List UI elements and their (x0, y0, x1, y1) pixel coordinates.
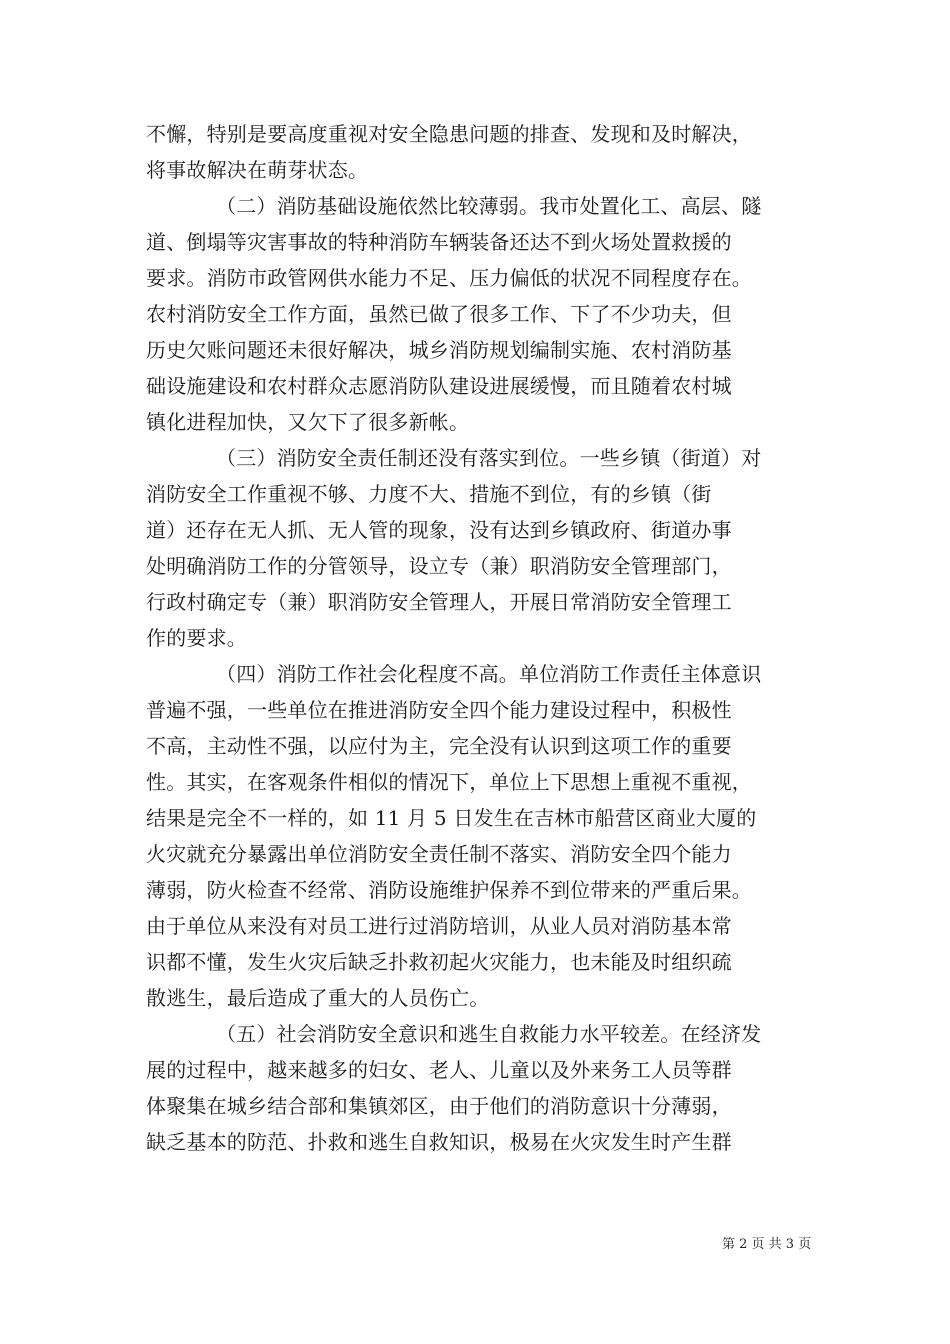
text-line: 镇化进程加快，又欠下了很多新帐。 (146, 410, 470, 434)
text-line: 道、倒塌等灾害事故的特种消防车辆装备还达不到火场处置救援的 (146, 230, 732, 254)
text-line: 散逃生，最后造成了重大的人员伤亡。 (146, 986, 490, 1010)
text-line: 作的要求。 (146, 626, 247, 650)
text-line: 道）还存在无人抓、无人管的现象，没有达到乡镇政府、街道办事 (146, 518, 732, 542)
text-line: 不高，主动性不强，以应付为主，完全没有认识到这项工作的重要 (146, 734, 732, 758)
text-line: 消防安全工作重视不够、力度不大、措施不到位，有的乡镇（街 (146, 482, 712, 506)
text-line: 结果是完全不一样的，如 11 月 5 日发生在吉林市船营区商业大厦的 (146, 806, 757, 830)
text-line: 不懈，特别是要高度重视对安全隐患问题的排查、发现和及时解决， (146, 122, 752, 146)
text-line: 体聚集在城乡结合部和集镇郊区，由于他们的消防意识十分薄弱， (146, 1094, 732, 1118)
text-line: 普遍不强，一些单位在推进消防安全四个能力建设过程中，积极性 (146, 698, 732, 722)
text-line: 展的过程中，越来越多的妇女、老人、儿童以及外来务工人员等群 (146, 1058, 732, 1082)
text-line: 识都不懂，发生火灾后缺乏扑救初起火灾能力，也未能及时组织疏 (146, 950, 732, 974)
text-line: 缺乏基本的防范、扑救和逃生自救知识，极易在火灾发生时产生群 (146, 1130, 732, 1154)
text-line: 火灾就充分暴露出单位消防安全责任制不落实、消防安全四个能力 (146, 842, 732, 866)
paragraph-start-line: （四）消防工作社会化程度不高。单位消防工作责任主体意识 (216, 662, 762, 686)
text-line: 将事故解决在萌芽状态。 (146, 158, 369, 182)
text-line: 要求。消防市政管网供水能力不足、压力偏低的状况不同程度存在。 (146, 266, 752, 290)
paragraph-start-line: （五）社会消防安全意识和逃生自救能力水平较差。在经济发 (216, 1022, 762, 1046)
body-text (146, 116, 826, 1160)
text-line: 由于单位从来没有对员工进行过消防培训，从业人员对消防基本常 (146, 914, 732, 938)
text-line: 处明确消防工作的分管领导，设立专（兼）职消防安全管理部门， (146, 554, 732, 578)
text-line: 行政村确定专（兼）职消防安全管理人，开展日常消防安全管理工 (146, 590, 732, 614)
text-line: 历史欠账问题还未很好解决，城乡消防规划编制实施、农村消防基 (146, 338, 732, 362)
page-number: 第 2 页 共 3 页 (722, 1237, 812, 1252)
paragraph-start-line: （二）消防基础设施依然比较薄弱。我市处置化工、高层、隧 (216, 194, 762, 218)
text-line: 薄弱，防火检查不经常、消防设施维护保养不到位带来的严重后果。 (146, 878, 752, 902)
text-line: 农村消防安全工作方面，虽然已做了很多工作、下了不少功夫，但 (146, 302, 732, 326)
paragraph-start-line: （三）消防安全责任制还没有落实到位。一些乡镇（街道）对 (216, 446, 762, 470)
text-line: 础设施建设和农村群众志愿消防队建设进展缓慢，而且随着农村城 (146, 374, 732, 398)
text-line: 性。其实，在客观条件相似的情况下，单位上下思想上重视不重视， (146, 770, 752, 794)
